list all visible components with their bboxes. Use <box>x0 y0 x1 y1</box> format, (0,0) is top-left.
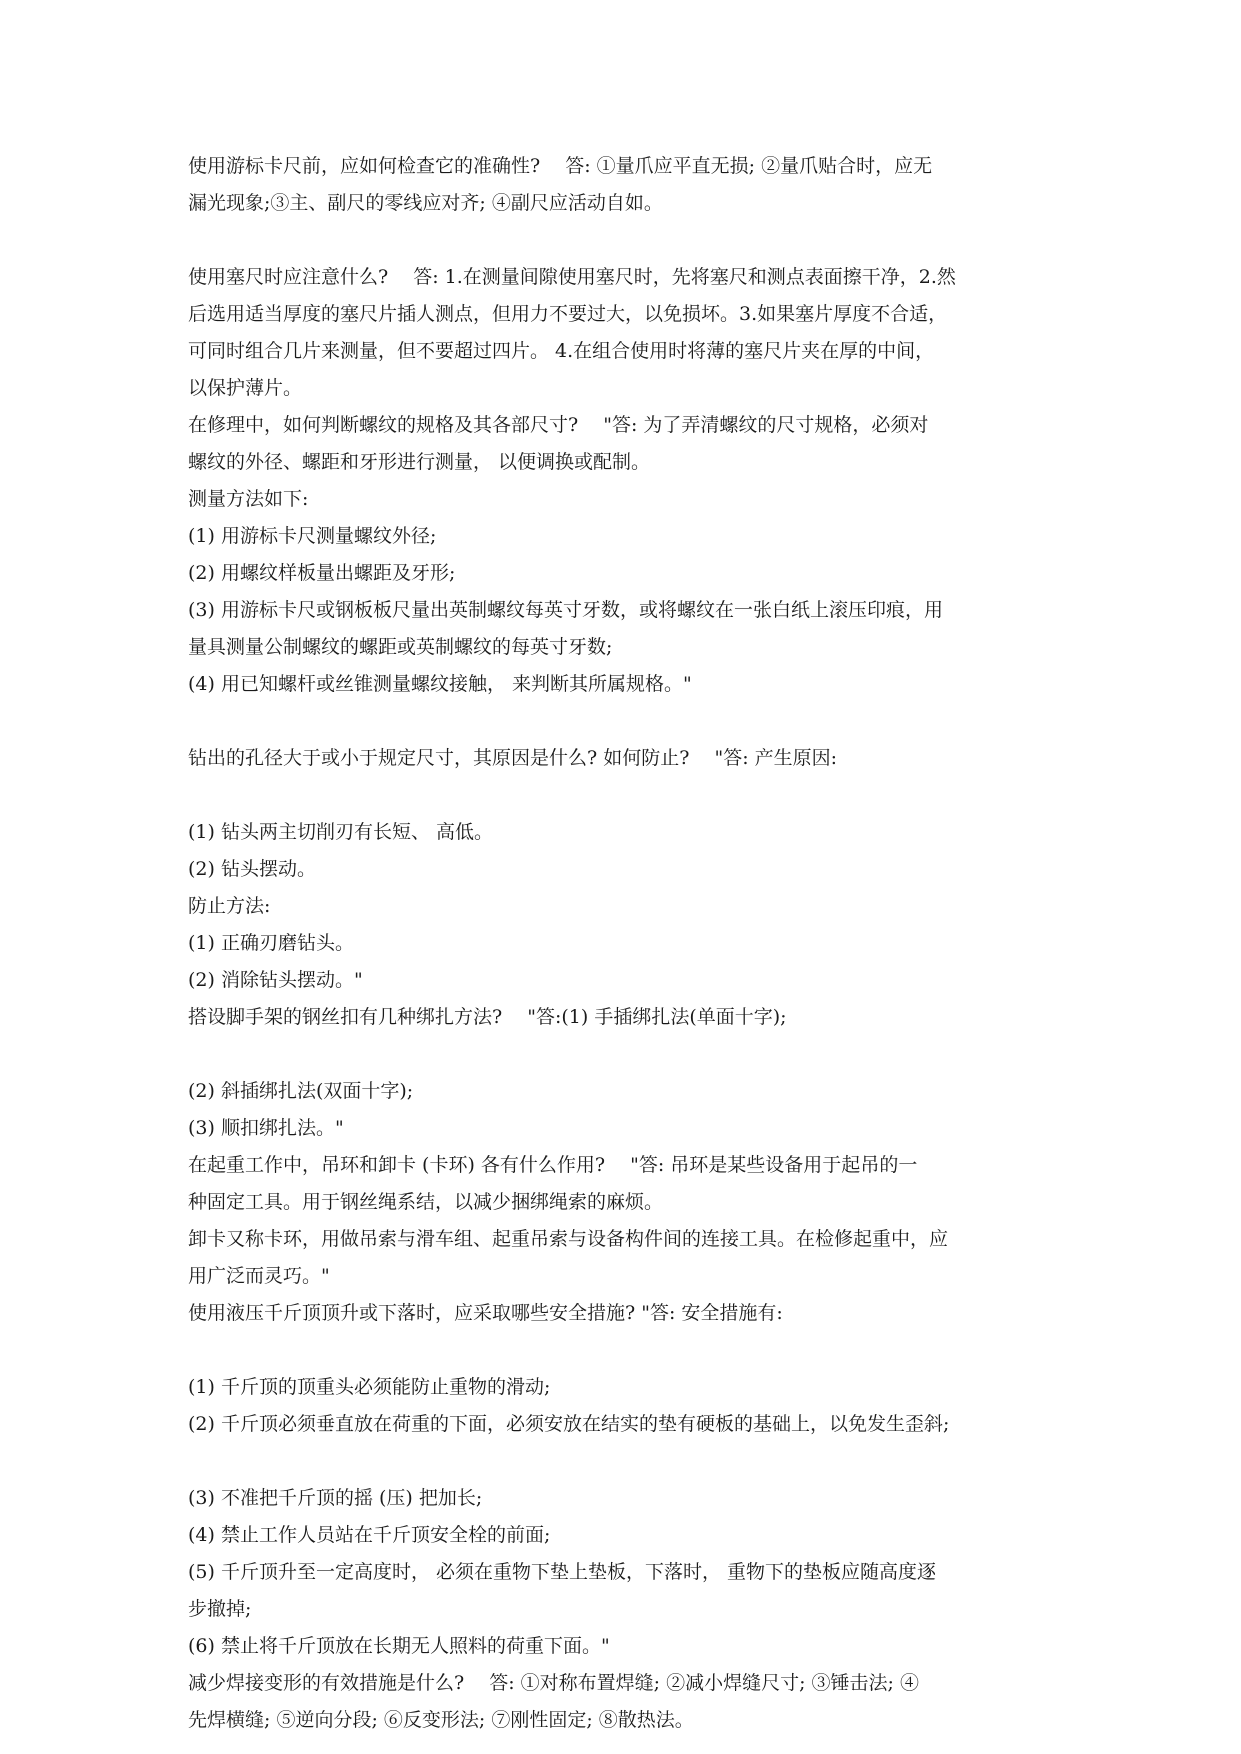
text-line: 卸卡又称卡环，用做吊索与滑车组、起重吊索与设备构件间的连接工具。在检修起重中，应 <box>188 1228 949 1250</box>
blank-line <box>188 777 1058 814</box>
text-line: 在起重工作中，吊环和卸卡 (卡环) 各有什么作用? "答: 吊环是某些设备用于起吊的一 <box>188 1154 918 1176</box>
text-line: 防止方法: <box>188 895 271 917</box>
blank-line <box>188 703 1058 740</box>
text-line: 使用液压千斤顶顶升或下落时，应采取哪些安全措施? "答: 安全措施有: <box>188 1302 783 1324</box>
text-line: 在修理中，如何判断螺纹的规格及其各部尺寸? "答: 为了弄清螺纹的尺寸规格，必须对 <box>188 414 929 436</box>
text-line: 减少焊接变形的有效措施是什么? 答: ①对称布置焊缝; ②减小焊缝尺寸; ③锤击法; ④ <box>188 1672 919 1694</box>
text-line: 漏光现象;③主、副尺的零线应对齐; ④副尺应活动自如。 <box>188 192 663 214</box>
blank-line <box>188 1443 1058 1480</box>
text-line: 可同时组合几片来测量，但不要超过四片。 4.在组合使用时将薄的塞尺片夹在厚的中间， <box>188 340 935 362</box>
blank-line <box>188 222 1058 259</box>
text-line: 后选用适当厚度的塞尺片插人测点，但用力不要过大，以免损坏。3.如果塞片厚度不合适， <box>188 303 948 325</box>
text-line: 用广泛而灵巧。" <box>188 1265 330 1287</box>
text-line: (3) 不准把千斤顶的摇 (压) 把加长; <box>188 1487 483 1509</box>
text-line: (6) 禁止将千斤顶放在长期无人照料的荷重下面。" <box>188 1635 610 1657</box>
text-line: (1) 正确刃磨钻头。 <box>188 932 354 954</box>
text-line: 以保护薄片。 <box>188 377 303 399</box>
text-line: 种固定工具。用于钢丝绳系结，以减少捆绑绳索的麻烦。 <box>188 1191 664 1213</box>
text-line: 测量方法如下: <box>188 488 309 510</box>
text-line: 螺纹的外径、螺距和牙形进行测量， 以便调换或配制。 <box>188 451 651 473</box>
document-body <box>188 148 1058 1739</box>
text-line: 使用游标卡尺前，应如何检查它的准确性? 答: ①量爪应平直无损; ②量爪贴合时，应无 <box>188 155 933 177</box>
text-line: (3) 用游标卡尺或钢板板尺量出英制螺纹每英寸牙数，或将螺纹在一张白纸上滚压印痕，用 <box>188 599 943 621</box>
blank-line <box>188 1036 1058 1073</box>
text-line: (3) 顺扣绑扎法。" <box>188 1117 344 1139</box>
text-line: 钻出的孔径大于或小于规定尺寸，其原因是什么? 如何防止? "答: 产生原因: <box>188 747 838 769</box>
text-line: 搭设脚手架的钢丝扣有几种绑扎方法? "答:(1) 手插绑扎法(单面十字); <box>188 1006 787 1028</box>
text-line: (1) 钻头两主切削刃有长短、 高低。 <box>188 821 493 843</box>
text-line: (2) 用螺纹样板量出螺距及牙形; <box>188 562 456 584</box>
text-line: (5) 千斤顶升至一定高度时， 必须在重物下垫上垫板，下落时， 重物下的垫板应随高度逐 <box>188 1561 937 1583</box>
text-line: (2) 钻头摆动。 <box>188 858 316 880</box>
text-line: 先焊横缝; ⑤逆向分段; ⑥反变形法; ⑦刚性固定; ⑧散热法。 <box>188 1709 694 1731</box>
blank-line <box>188 1332 1058 1369</box>
text-line: (4) 禁止工作人员站在千斤顶安全栓的前面; <box>188 1524 551 1546</box>
text-line: (2) 千斤顶必须垂直放在荷重的下面，必须安放在结实的垫有硬板的基础上，以免发生歪斜; <box>188 1413 950 1435</box>
text-line: 步撤掉; <box>188 1598 252 1620</box>
text-line: (1) 用游标卡尺测量螺纹外径; <box>188 525 437 547</box>
text-line: 使用塞尺时应注意什么? 答: 1.在测量间隙使用塞尺时，先将塞尺和测点表面擦干净，2.然 <box>188 266 956 288</box>
text-line: (2) 消除钻头摆动。" <box>188 969 363 991</box>
text-line: (1) 千斤顶的顶重头必须能防止重物的滑动; <box>188 1376 551 1398</box>
text-line: (2) 斜插绑扎法(双面十字); <box>188 1080 414 1102</box>
text-line: 量具测量公制螺纹的螺距或英制螺纹的每英寸牙数; <box>188 636 613 658</box>
text-line: (4) 用已知螺杆或丝锥测量螺纹接触， 来判断其所属规格。" <box>188 673 692 695</box>
